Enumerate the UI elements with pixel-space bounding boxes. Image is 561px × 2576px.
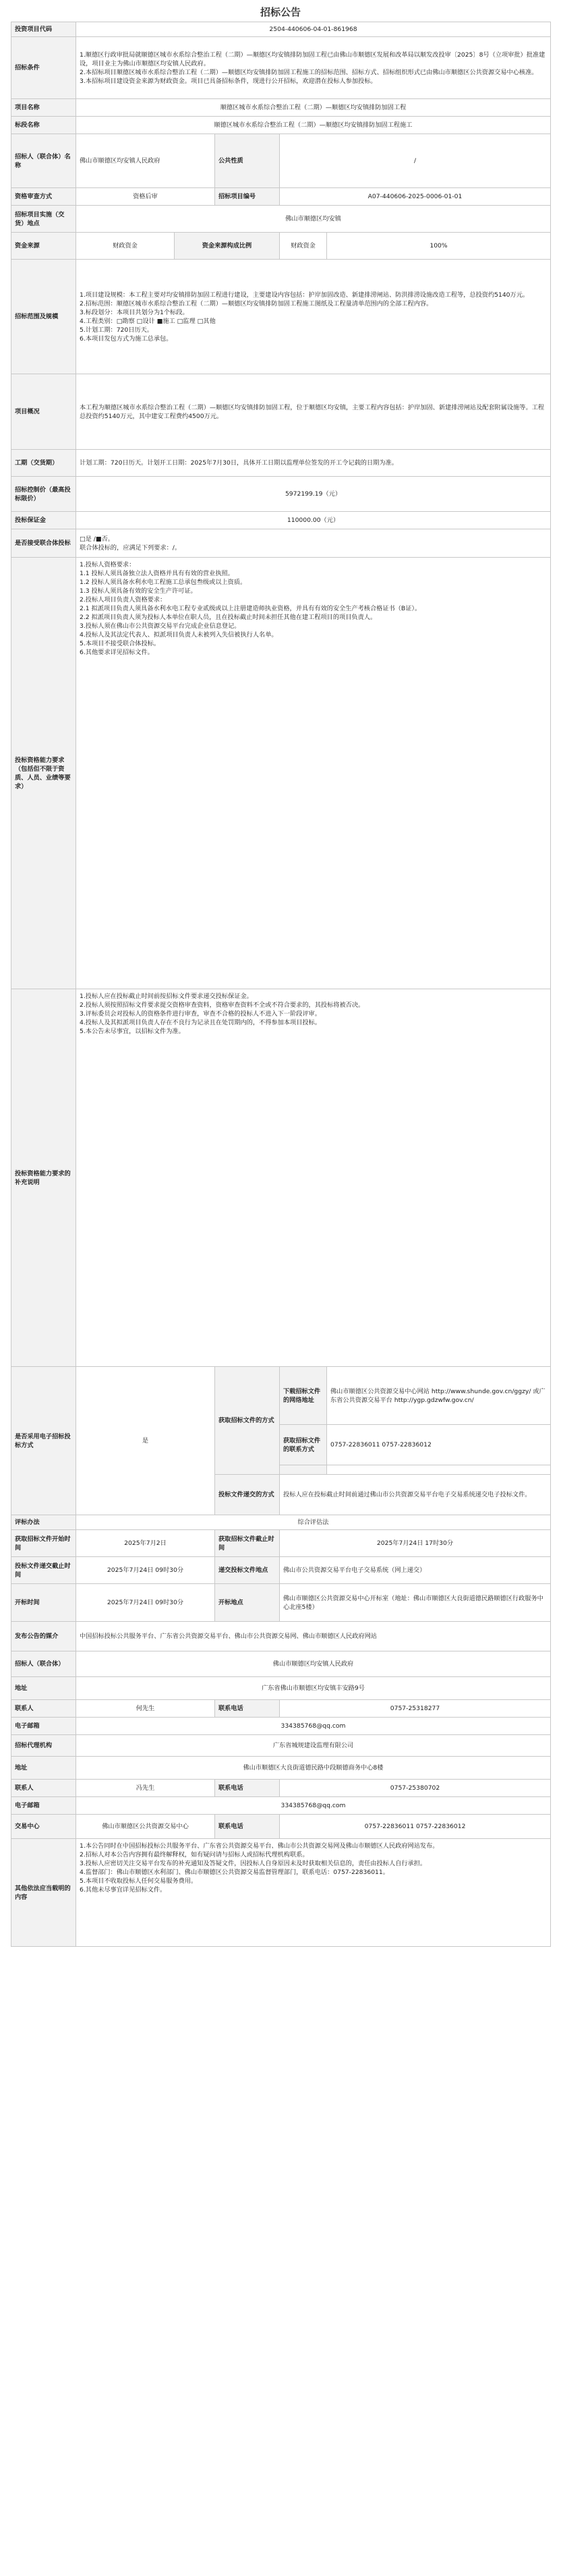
tenderee-address-label: 地址 [11, 1677, 76, 1700]
funding-ratio-value: 100% [327, 233, 551, 260]
requirements-label: 投标资格能力要求（包括但不限于资质、人员、业绩等要求） [11, 558, 76, 989]
media-value: 中国招标投标公共服务平台、广东省公共资源交易平台、佛山市公共资源交易网、佛山市顺德区人民政府网站 [76, 1622, 551, 1651]
location-value: 佛山市顺德区均安镇 [76, 206, 551, 233]
electronic-value: 是 [76, 1367, 215, 1515]
announcement-page [11, 0, 550, 1947]
opening-label: 开标时间 [11, 1584, 76, 1622]
notes-text: 1.本公告同时在中国招标投标公共服务平台、广东省公共资源交易平台、佛山市公共资源交易网及佛山市顺德区人民政府网站发布。 2.招标人对本公告内容拥有最终解释权，如有疑问请与招标人或招标代理机构联系。 3.投标人应密切关注交易平台发布的补充通知及答疑文件，因投标人自身原因未及时获取相关信息的，责任由投标人自行承担。 4.监督部门：佛山市顺德区水利部门、佛山市顺德区公共资源交易监督管理部门，联系电话：0757-22836011。 5.本项目不收取投标人任何交易服务费用。 6.其他未尽事宜详见招标文件。 [76, 1839, 551, 1947]
tenderee-person-label: 联系人 [11, 1700, 76, 1718]
center-value: 佛山市顺德区公共资源交易中心 [76, 1815, 215, 1839]
tenderee-phone-label: 联系电话 [215, 1700, 280, 1718]
notes-label: 其他依法应当载明的内容 [11, 1839, 76, 1947]
consortium-label: 是否接受联合体投标 [11, 529, 76, 558]
project-name-label: 项目名称 [11, 99, 76, 117]
other-requirements-label: 投标资格能力要求的补充说明 [11, 989, 76, 1367]
bid-method-label: 投标文件递交的方式 [215, 1475, 280, 1515]
qualification-mode-label: 资格审查方式 [11, 188, 76, 206]
submit-location-value: 佛山市公共资源交易平台电子交易系统（网上递交） [280, 1557, 551, 1584]
control-price-value: 5972199.19（元） [76, 477, 551, 512]
project-overview-text: 本工程为顺德区城市水系综合整治工程（二期）—顺德区均安镇排防加固工程，位于顺德区均安镇，主要工程内容包括：护岸加固、新建排涝闸站及配套附属设施等。工程总投资约5140万元，其中建安工程费约4500万元。 [76, 374, 551, 450]
evaluation-value: 综合评估法 [76, 1515, 551, 1530]
deadline-value: 2025年7月24日 09时30分 [76, 1557, 215, 1584]
requirements-text: 1.投标人资格要求： 1.1 投标人须具备独立法人资格并具有有效的营业执照。 1.2 投标人须具备水利水电工程施工总承包叁级或以上资质。 1.3 投标人须具备有效的安全生产许可证。 2.投标人项目负责人资格要求： 2.1 拟派项目负责人须具备水利水电工程专业贰级或以上注册建造师执业资格，并具有有效的安全生产考核合格证书（B证）。 2.2 拟派项目负责人须为投标人本单位在职人员，且在投标截止时间未担任其他在建工程项目的项目负责人。 3.投标人须在佛山市公共资源交易平台完成企业信息登记。 4.投标人及其法定代表人、拟派项目负责人未被列入失信被执行人名单。 5.本项目不接受联合体投标。 6.其他要求详见招标文件。 [76, 558, 551, 989]
agency-person-value: 冯先生 [76, 1780, 215, 1797]
control-price-label: 招标控制价（最高投标限价） [11, 477, 76, 512]
project-overview-label: 项目概况 [11, 374, 76, 450]
bid-bond-label: 投标保证金 [11, 512, 76, 529]
tenderee-email-label: 电子邮箱 [11, 1718, 76, 1735]
doc-start-value: 2025年7月2日 [76, 1530, 215, 1557]
scope-text: 1.项目建设规模：本工程主要对均安镇排防加固工程进行建设，主要建设内容包括：护岸加固改造、新建排涝闸站、防洪排涝设施改造工程等，总投资约5140万元。 2.招标范围：顺德区城市水系综合整治工程（二期）—顺德区均安镇排防加固工程施工图纸及工程量清单范围内的全部工程内容。 3.标段划分：本项目共划分为1个标段。 4.工程类别：□勘察 □设计 ■施工 □监理 □其他 5.计划工期：720日历天。 6.本项目发包方式为施工总承包。 [76, 260, 551, 374]
tenderee-email-value: 334385768@qq.com [76, 1718, 551, 1735]
tenderee-person-value: 何先生 [76, 1700, 215, 1718]
credit-code-label: 公共性质 [215, 134, 280, 188]
doc-end-label: 获取招标文件截止时间 [215, 1530, 280, 1557]
agency-value: 广东省城规建设监理有限公司 [76, 1735, 551, 1757]
tenderee-contact-label: 招标人（联合体） [11, 1651, 76, 1677]
funding-ratio-source: 财政资金 [280, 233, 327, 260]
credit-code-value: / [280, 134, 551, 188]
project-name-value: 顺德区城市水系综合整治工程（二期）—顺德区均安镇排防加固工程 [76, 99, 551, 117]
duration-value: 计划工期：720日历天。计划开工日期：2025年7月30日，具体开工日期以监理单位签发的开工令记载的日期为准。 [76, 450, 551, 477]
project-id-value: A07-440606-2025-0006-01-01 [280, 188, 551, 206]
other-requirements-text: 1.投标人应在投标截止时间前按招标文件要求递交投标保证金。 2.投标人须按照招标文件要求提交资格审查资料，资格审查资料不全或不符合要求的，其投标将被否决。 3.评标委员会对投标人的资格条件进行审查，审查不合格的投标人不进入下一阶段评审。 4.投标人及其拟派项目负责人存在不良行为记录且在处罚期内的，不得参加本项目投标。 5.本公告未尽事宜，以招标文件为准。 [76, 989, 551, 1367]
agency-phone-value: 0757-25380702 [280, 1780, 551, 1797]
blank-cell [280, 1465, 327, 1475]
funding-ratio-label: 资金来源构成比例 [175, 233, 280, 260]
doc-contact-value: 0757-22836011 0757-22836012 [327, 1425, 551, 1465]
agency-address-label: 地址 [11, 1757, 76, 1780]
agency-email-value: 334385768@qq.com [76, 1797, 551, 1815]
electronic-label: 是否采用电子招标投标方式 [11, 1367, 76, 1515]
opening-value: 2025年7月24日 09时30分 [76, 1584, 215, 1622]
media-label: 发布公告的媒介 [11, 1622, 76, 1651]
download-address-value[interactable]: 佛山市顺德区公共资源交易中心网站 http://www.shunde.gov.cn/ggzy/ 或广东省公共资源交易平台 http://ygp.gdzwfw.gov.cn/ [327, 1367, 551, 1425]
deadline-label: 投标文件递交截止时间 [11, 1557, 76, 1584]
project-id-label: 招标项目编号 [215, 188, 280, 206]
submit-location-label: 递交投标文件地点 [215, 1557, 280, 1584]
project-code-label: 投资项目代码 [11, 22, 76, 37]
project-code-value: 2504-440606-04-01-861968 [76, 22, 551, 37]
bid-bond-value: 110000.00（元） [76, 512, 551, 529]
tender-conditions-label: 招标条件 [11, 37, 76, 99]
funding-label: 资金来源 [11, 233, 76, 260]
tenderee-value: 佛山市顺德区均安镇人民政府 [76, 134, 215, 188]
center-phone-value: 0757-22836011 0757-22836012 [280, 1815, 551, 1839]
agency-phone-label: 联系电话 [215, 1780, 280, 1797]
doc-end-value: 2025年7月24日 17时30分 [280, 1530, 551, 1557]
evaluation-label: 评标办法 [11, 1515, 76, 1530]
opening-location-value: 佛山市顺德区公共资源交易中心开标室（地址：佛山市顺德区大良街道德民路顺德区行政服务中心北座5楼） [280, 1584, 551, 1622]
doc-start-label: 获取招标文件开始时间 [11, 1530, 76, 1557]
announcement-table [11, 22, 551, 1947]
funding-source: 财政资金 [76, 233, 175, 260]
agency-address-value: 佛山市顺德区大良街道德民路中段顺德商务中心8楼 [76, 1757, 551, 1780]
duration-label: 工期（交货期） [11, 450, 76, 477]
page-title: 招标公告 [260, 6, 301, 18]
qualification-mode-value: 资格后审 [76, 188, 215, 206]
section-name-label: 标段名称 [11, 117, 76, 134]
opening-location-label: 开标地点 [215, 1584, 280, 1622]
agency-label: 招标代理机构 [11, 1735, 76, 1757]
doc-contact-label: 获取招标文件的联系方式 [280, 1425, 327, 1465]
agency-person-label: 联系人 [11, 1780, 76, 1797]
section-name-value: 顺德区城市水系综合整治工程（二期）—顺德区均安镇排防加固工程施工 [76, 117, 551, 134]
tenderee-address-value: 广东省佛山市顺德区均安镇丰安路9号 [76, 1677, 551, 1700]
tender-conditions-text: 1.顺德区行政审批局就顺德区城市水系综合整治工程（二期）—顺德区均安镇排防加固工程已由佛山市顺德区发展和改革局以顺发改投审〔2025〕8号（立项审批）批准建设，项目业主为佛山市顺德区均安镇人民政府。 2.本招标项目顺德区城市水系综合整治工程（二期）—顺德区均安镇排防加固工程施工的招标范围、招标方式、招标组织形式已由佛山市顺德区公共资源交易中心核准。 3.本招标项目建设资金来源为财政资金。项目已具备招标条件，现进行公开招标，欢迎潜在投标人参加投标。 [76, 37, 551, 99]
tenderee-contact-value: 佛山市顺德区均安镇人民政府 [76, 1651, 551, 1677]
bid-method-value: 投标人应在投标截止时间前通过佛山市公共资源交易平台电子交易系统递交电子投标文件。 [280, 1475, 551, 1515]
doc-method-label: 获取招标文件的方式 [215, 1367, 280, 1475]
download-address-label: 下载招标文件的网络地址 [280, 1367, 327, 1425]
blank-cell [327, 1465, 551, 1475]
agency-email-label: 电子邮箱 [11, 1797, 76, 1815]
scope-label: 招标范围及规模 [11, 260, 76, 374]
tenderee-phone-value: 0757-25318277 [280, 1700, 551, 1718]
consortium-value: □是 /■否。 联合体投标的，应满足下列要求：/。 [76, 529, 551, 558]
tenderee-label: 招标人（联合体）名称 [11, 134, 76, 188]
location-label: 招标项目实施（交货）地点 [11, 206, 76, 233]
center-phone-label: 联系电话 [215, 1815, 280, 1839]
center-label: 交易中心 [11, 1815, 76, 1839]
